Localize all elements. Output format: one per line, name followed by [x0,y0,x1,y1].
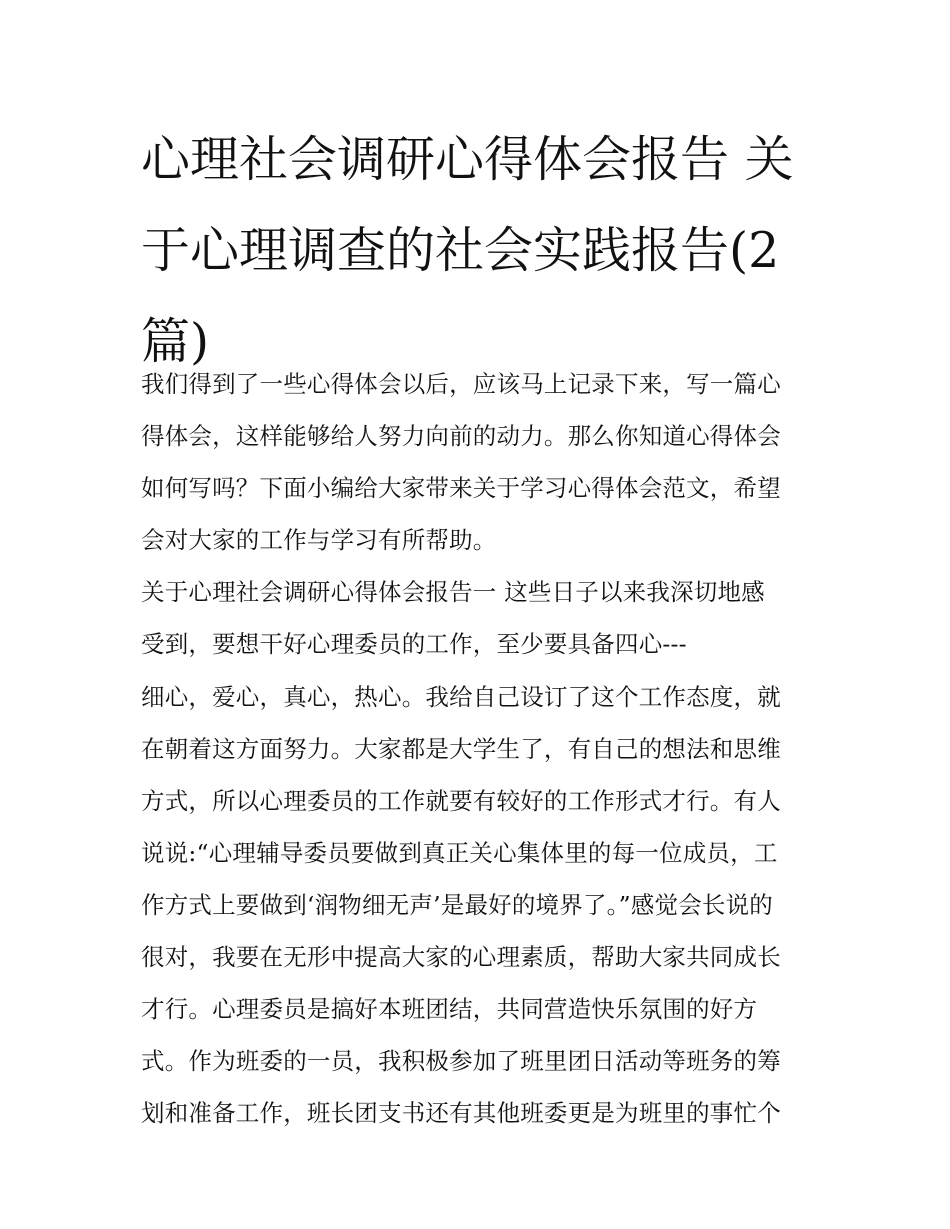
title-line-2: 于心理调查的社会实践报告(2 [141,222,780,279]
body-line-10: 说说:“心理辅导委员要做到真正关心集体里的每一位成员，工 [141,838,778,867]
body-line-13: 才行。心理委员是搞好本班团结，共同营造快乐氛围的好方 [141,995,758,1024]
body-line-5: 关于心理社会调研心得体会报告一 这些日子以来我深切地感 [141,578,765,607]
body-line-4: 会对大家的工作与学习有所帮助。 [141,526,497,555]
body-line-7: 细心，爱心，真心，热心。我给自己设订了这个工作态度，就 [141,682,781,711]
body-line-8: 在朝着这方面努力。大家都是大学生了，有自己的想法和思维 [141,734,781,763]
body-line-14: 式。作为班委的一员，我积极参加了班里团日活动等班务的筹 [141,1047,781,1076]
title-line-3: 篇) [141,313,210,370]
body-line-9: 方式，所以心理委员的工作就要有较好的工作形式才行。有人 [141,786,781,815]
body-line-15: 划和准备工作，班长团支书还有其他班委更是为班里的事忙个 [141,1099,781,1128]
body-line-12: 很对，我要在无形中提高大家的心理素质，帮助大家共同成长 [141,943,781,972]
body-line-11: 作方式上要做到‘润物细无声’是最好的境界了。”感觉会长说的 [141,890,774,919]
body-line-1: 我们得到了一些心得体会以后，应该马上记录下来，写一篇心 [141,370,781,398]
title-line-1: 心理社会调研心得体会报告 关 [141,131,794,188]
body-line-2: 得体会，这样能够给人努力向前的动力。那么你知道心得体会 [141,422,781,451]
document-title [141,114,821,387]
body-line-6: 受到，要想干好心理委员的工作，至少要具备四心--- [141,630,687,659]
body-line-3: 如何写吗？下面小编给大家带来关于学习心得体会范文，希望 [141,474,781,503]
document-body [141,358,821,1139]
